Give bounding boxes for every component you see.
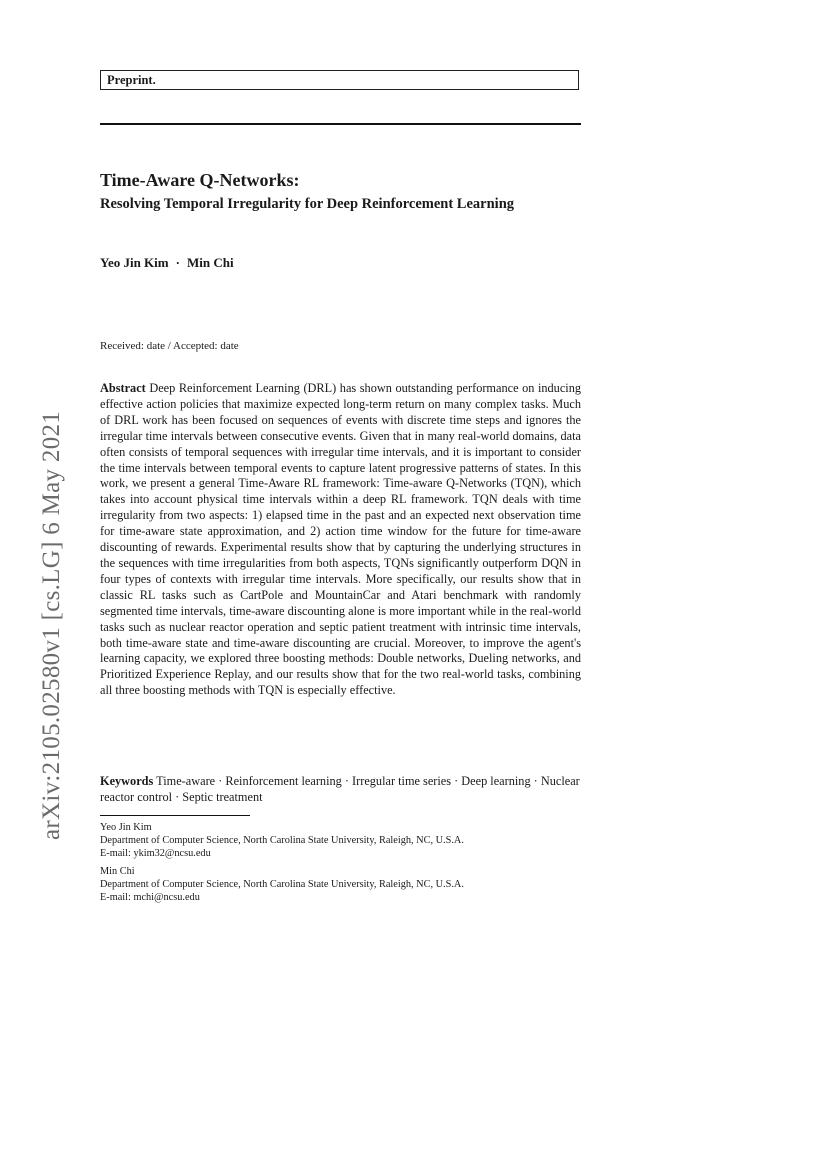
affiliation-name: Yeo Jin Kim — [100, 822, 152, 833]
affiliation-name: Min Chi — [100, 866, 135, 877]
arxiv-identifier: arXiv:2105.02580v1 [cs.LG] 6 May 2021 — [38, 410, 65, 840]
paper-subtitle: Resolving Temporal Irregularity for Deep Reinforcement Learning — [100, 196, 515, 212]
affiliation-email: E-mail: mchi@ncsu.edu — [100, 892, 200, 904]
preprint-label: Preprint. — [100, 70, 579, 90]
author-name: Min Chi — [186, 255, 234, 270]
affiliation-department: Department of Computer Science, North Carolina State University, Raleigh, NC, U.S.A. — [100, 879, 464, 891]
keywords — [100, 774, 581, 806]
received-accepted-dates: Received: date / Accepted: date — [100, 340, 239, 352]
footnote-rule — [100, 815, 250, 816]
affiliation-department: Department of Computer Science, North Carolina State University, Raleigh, NC, U.S.A. — [100, 835, 464, 847]
affiliation-email: E-mail: ykim32@ncsu.edu — [100, 848, 211, 860]
keywords-text: Time-aware · Reinforcement learning · Irregular time series · Deep learning · Nuclear reactor control · Septic treatment — [100, 774, 580, 804]
abstract — [100, 381, 581, 699]
header-rule — [100, 123, 581, 125]
abstract-label: Abstract — [100, 381, 146, 395]
affiliation-block — [100, 865, 464, 905]
abstract-text: Deep Reinforcement Learning (DRL) has shown outstanding performance on inducing effective action policies that maximize expected long-term return on many complex tasks. Much of DRL work has been focused on sequences of events with discrete time steps and ignores the irregular time intervals between consecutive events. Given that in many real-world domains, data often consists of temporal sequences with irregular time intervals, and it is important to consider the time intervals between temporal events to capture latent progressive patterns of states. In this work, we present a general Time-Aware RL framework: Time-aware Q-Networks (TQN), which takes into account physical time intervals within a deep RL framework. TQN deals with time irregularity from two aspects: 1) elapsed time in the past and an expected next observation time for time-aware state approximation, and 2) action time window for the future for time-aware discounting of rewards. Experimental results show that by capturing the underlying structures in the sequences with time irregularities from both aspects, TQNs significantly outperform DQN in four types of contexts with irregular time intervals. More specifically, our results show that in classic RL tasks such as CartPole and MountainCar and Atari benchmark with randomly segmented time intervals, time-aware discounting alone is more important while in the real-world tasks such as nuclear reactor operation and septic patient treatment with intrinsic time intervals, both time-aware state and time-aware discounting are crucial. Moreover, to improve the agent's learning capacity, we explored three boosting methods: Double networks, Dueling networks, and Prioritized Experience Replay, and our results show that for the two real-world tasks, combining all three boosting methods with TQN is especially effective. — [100, 381, 581, 698]
keywords-label: Keywords — [100, 774, 154, 788]
author-separator: · — [175, 255, 180, 270]
author-list — [100, 255, 234, 271]
author-name: Yeo Jin Kim — [100, 255, 169, 270]
paper-title: Time-Aware Q-Networks: — [100, 170, 300, 190]
affiliation-block — [100, 821, 464, 861]
